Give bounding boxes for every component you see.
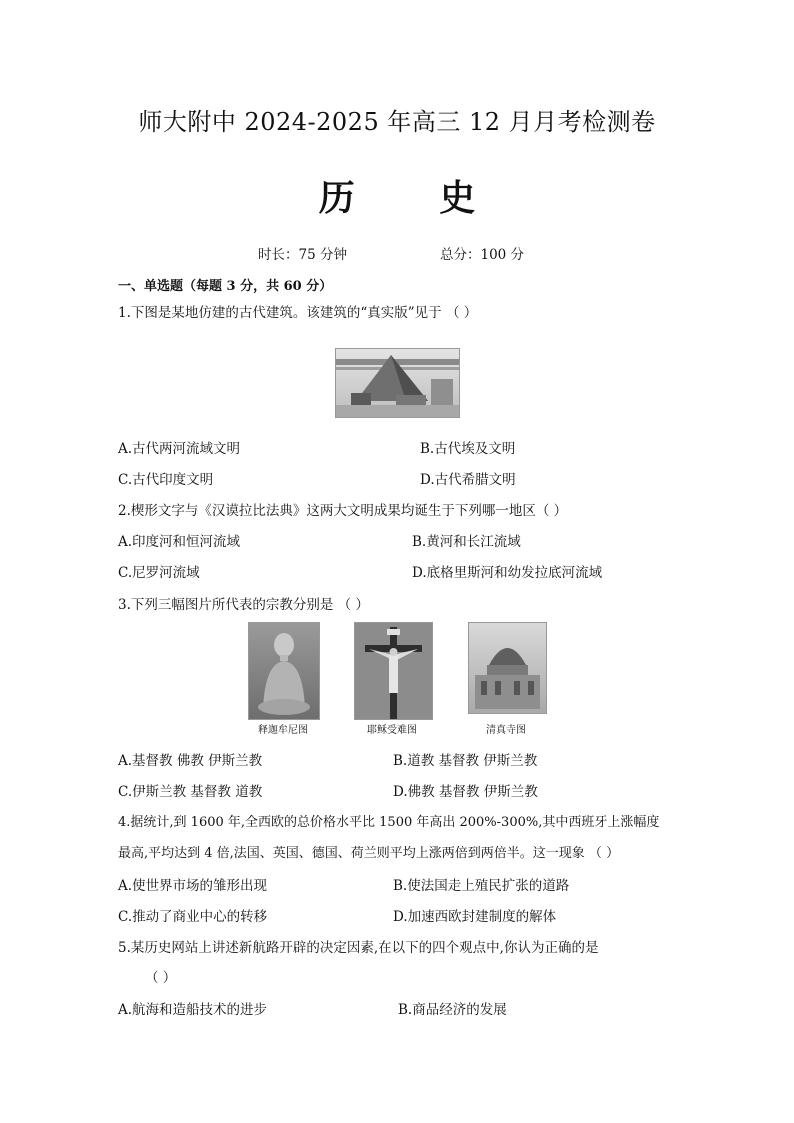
subject-title: 历 史 — [318, 177, 512, 219]
q1-option-b: B.古代埃及文明 — [420, 441, 516, 457]
q1-option-d: D.古代希腊文明 — [420, 472, 516, 488]
question-1-stem: 1.下图是某地仿建的古代建筑。该建筑的“真实版”见于 （ ） — [118, 305, 478, 321]
question-2-stem: 2.楔形文字与《汉谟拉比法典》这两大文明成果均诞生于下列哪一地区（ ） — [118, 503, 568, 519]
caption-mosque: 清真寺图 — [486, 725, 526, 736]
q4-option-a: A.使世界市场的雏形出现 — [118, 878, 268, 894]
question-5-stem-line1: 5.某历史网站上讲述新航路开辟的决定因素,在以下的四个观点中,你认为正确的是 — [118, 940, 599, 956]
q4-option-b: B.使法国走上殖民扩张的道路 — [393, 878, 570, 894]
q3-option-d: D.佛教 基督教 伊斯兰教 — [393, 784, 538, 800]
question-4-stem-line1: 4.据统计,到 1600 年,全西欧的总价格水平比 1500 年高出 200%-300%,其中西班牙上涨幅度 — [118, 815, 660, 830]
q4-option-d: D.加速西欧封建制度的解体 — [393, 909, 557, 925]
q2-option-a: A.印度河和恒河流域 — [118, 534, 241, 550]
q3-option-b: B.道教 基督教 伊斯兰教 — [393, 753, 538, 769]
q4-option-c: C.推动了商业中心的转移 — [118, 909, 268, 925]
q5-option-b: B.商品经济的发展 — [398, 1002, 507, 1018]
q3-option-c: C.伊斯兰教 基督教 道教 — [118, 784, 263, 800]
caption-buddha: 释迦牟尼图 — [258, 725, 308, 736]
pyramid-replica-photo — [335, 348, 460, 418]
q1-option-c: C.古代印度文明 — [118, 472, 214, 488]
q5-option-a: A.航海和造船技术的进步 — [118, 1002, 268, 1018]
crucifixion-photo — [354, 622, 433, 720]
exam-title: 师大附中 2024-2025 年高三 12 月月考检测卷 — [138, 108, 656, 136]
q2-option-b: B.黄河和长江流域 — [412, 534, 521, 550]
caption-crucifixion: 耶稣受难图 — [367, 725, 417, 736]
question-3-stem: 3.下列三幅图片所代表的宗教分别是 （ ） — [118, 597, 369, 613]
q2-option-d: D.底格里斯河和幼发拉底河流域 — [412, 565, 603, 581]
section-heading: 一、单选题（每题 3 分，共 60 分） — [118, 279, 333, 294]
exam-total-score: 总分：100 分 — [440, 247, 525, 263]
exam-duration: 时长：75 分钟 — [258, 247, 347, 263]
q2-option-c: C.尼罗河流域 — [118, 565, 200, 581]
question-5-stem-line2: （ ） — [145, 970, 177, 986]
q3-option-a: A.基督教 佛教 伊斯兰教 — [118, 753, 263, 769]
question-4-stem-line2: 最高,平均达到 4 倍,法国、英国、德国、荷兰则平均上涨两倍到两倍半。这一现象 （ ） — [118, 846, 620, 861]
buddha-statue-photo — [248, 622, 320, 720]
mosque-photo — [468, 622, 547, 714]
q1-option-a: A.古代两河流域文明 — [118, 441, 241, 457]
